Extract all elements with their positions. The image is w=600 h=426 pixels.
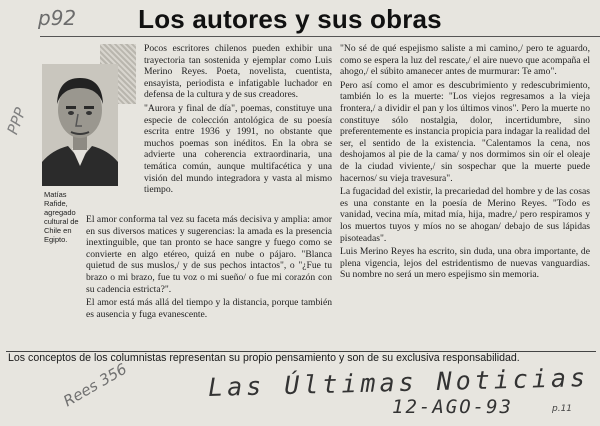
article-paragraph: La fugacidad del existir, la precariedad del hombre y de las cosas es una constante en la poesía de Merino Reyes. "Todo es vanidad, vecina mía, mitad mía, hija, madre,/ pero respiramos y los muertos tuyos y míos no se ahogan/ debajo de sus lápidas pisoteadas".	[340, 186, 591, 244]
article-headline: Los autores y sus obras	[138, 4, 442, 34]
article-column-left-lower	[86, 214, 332, 320]
author-photo	[42, 64, 118, 186]
headline-rule	[40, 36, 600, 37]
article-paragraph: El amor conforma tal vez su faceta más decisiva y amplia: amor en sus diversos matices y sugerencias: la amada es la presencia inextinguible, que tan pronto se hace sangre y fuego como se convierte en algo etéreo, quizá en nube o pájaro. "Blanca quietud de sus muslos,/ y de sus pechos intactos", o "¿Fue tu brazo o mi brazo, fue tu voz o mi sueño/ o fue mi corazón con su cadencia estricta?".	[86, 214, 332, 295]
article-column-lead	[144, 43, 332, 196]
handwritten-side-mark: PPP	[3, 105, 30, 137]
columnist-disclaimer: Los conceptos de los columnistas representan su propio pensamiento y son de su exclusiva responsabilidad.	[8, 352, 520, 364]
article-paragraph: Pocos escritores chilenos pueden exhibir una trayectoria tan sostenida y ejemplar como Luis Merino Reyes. Poeta, novelista, cuentista, ensayista, periodista e infatigable luchador en defensa de la cultura y de sus creadores.	[144, 43, 332, 101]
article-paragraph: Pero así como el amor es descubrimiento y redescubrimiento, también lo es la muerte: "Los viejos regresamos a la vieja frontera,/ a dividir el pan y los últimos vinos". Pero la muerte no constituye sólo nostalgia, dolor, incertidumbre, sino preferentemente es instancia propicia para indagar la realidad del ser, el sentido de la existencia. "Calentamos la cena, nos deshojamos al pie de la cama/ y nos dormimos sin oír el oleaje de la ciudad viviente,/ sin sospechar que la muerte puede hacernos/ su vieja travesura".	[340, 79, 590, 184]
article-paragraph: "No sé de qué espejismo saliste a mi camino,/ pero te aguardo, como se espera la luz del rescate,/ el aire nuevo que acompaña el ahogo,/ el súbito amanecer antes de murmurar: Te amo".	[340, 43, 590, 78]
handwritten-date: 12-AGO-93	[392, 396, 513, 418]
handwritten-corner-mark: p92	[38, 6, 77, 30]
article-column-right	[340, 43, 590, 281]
article-paragraph: "Aurora y final de día", poemas, constituye una especie de colección antológica de su poesía escrita entre 1936 y 1991, no obstante que muchos poemas son inéditos. En la obra se advierte una coherencia extraordinaria, una temática común, aunque multifacética y una visión del mundo integradora y vasta al mismo tiempo.	[144, 102, 332, 196]
handwritten-page-note: p.11	[552, 404, 573, 414]
article-paragraph: El amor está más allá del tiempo y la distancia, porque también es ausencia y fuga evanescente.	[86, 297, 332, 320]
author-portrait-image	[42, 64, 118, 186]
photo-caption: Matías Rafide, agregado cultural de Chile en Egipto.	[44, 190, 79, 244]
handwritten-reference-mark: Rees 356	[60, 359, 130, 411]
handwritten-source: Las Últimas Noticias	[207, 363, 590, 402]
article-paragraph: Luis Merino Reyes ha escrito, sin duda, una obra importante, de plena vigencia, lejos del estridentismo de nuevas vanguardias. Su nombre no será un mero espejismo sin memoria.	[340, 246, 590, 281]
